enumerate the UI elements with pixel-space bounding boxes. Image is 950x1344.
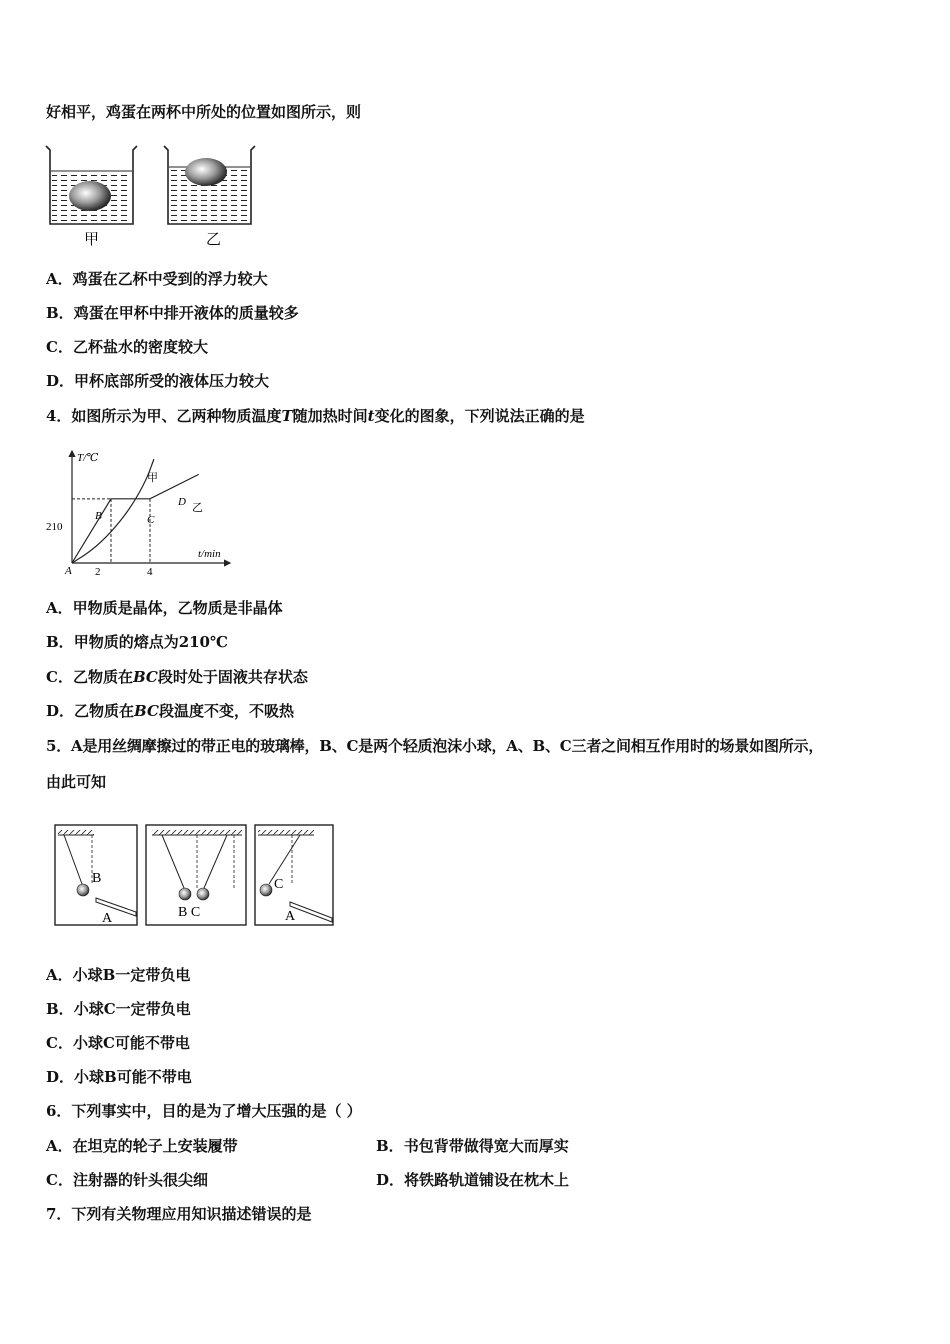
point-label-c: C [147, 514, 155, 526]
panel-2 [146, 825, 246, 925]
q5-option-c: C．小球C可能不带电 [46, 1034, 190, 1052]
x-axis-label: t/min [198, 548, 221, 560]
point-label-a: A [65, 565, 72, 577]
panel1-rod-label: A [102, 911, 113, 926]
q4-option-a: A．甲物质是晶体，乙物质是非晶体 [46, 599, 283, 617]
point-label-b: B [95, 510, 102, 522]
q7-stem: 7．下列有关物理应用知识描述错误的是 [46, 1205, 312, 1223]
beaker-left [46, 146, 137, 248]
beaker-right [164, 146, 255, 248]
q5-option-d: D．小球B可能不带电 [46, 1068, 192, 1086]
series-label-yi: 乙 [192, 502, 203, 514]
q5-option-a: A．小球B一定带负电 [46, 966, 191, 984]
q4-temperature-chart [40, 445, 240, 580]
q5-stem-line2: 由此可知 [46, 773, 107, 791]
y-tick-210: 210 [46, 521, 63, 533]
q3-stem: 好相平，鸡蛋在两杯中所处的位置如图所示，则 [46, 103, 362, 121]
q3-option-c: C．乙杯盐水的密度较大 [46, 338, 208, 356]
q6-option-c: C．注射器的针头很尖细 [46, 1171, 208, 1189]
panel3-rod-label: A [285, 909, 296, 924]
panel2-balls-label: B C [178, 905, 201, 920]
q6-stem: 6．下列事实中，目的是为了增大压强的是（ ） [46, 1102, 362, 1120]
rod-a-3 [290, 902, 332, 922]
q3-option-d: D．甲杯底部所受的液体压力较大 [46, 372, 270, 390]
ball-b-2 [179, 888, 191, 900]
q3-option-b: B．鸡蛋在甲杯中排开液体的质量较多 [46, 304, 299, 322]
panel3-ball-label: C [274, 877, 284, 892]
q4-option-c: C．乙物质在BC段时处于固液共存状态 [46, 668, 308, 686]
panel1-ball-label: B [92, 871, 102, 886]
series-jia-curve [72, 459, 154, 563]
y-axis-label: T/℃ [77, 452, 99, 464]
point-label-d: D [178, 496, 186, 508]
q3-beaker-figure [40, 138, 270, 253]
q6-option-b: B．书包背带做得宽大而厚实 [376, 1137, 569, 1155]
ball-c-2 [197, 888, 209, 900]
q5-stem-line1: 5．A是用丝绸摩擦过的带正电的玻璃棒，B、C是两个轻质泡沫小球，A、B、C三者之间相互作用时的场景如图所示， [46, 737, 824, 755]
ball-c-3 [260, 884, 272, 896]
ball-b [77, 884, 89, 896]
q4-option-b: B．甲物质的熔点为210℃ [46, 633, 228, 651]
q6-option-d: D．将铁路轨道铺设在枕木上 [376, 1171, 570, 1189]
beaker-right-label: 乙 [206, 232, 222, 248]
beaker-left-label: 甲 [84, 232, 100, 248]
q4-stem: 4．如图所示为甲、乙两种物质温度T随加热时间t变化的图象，下列说法正确的是 [46, 407, 585, 425]
q5-option-b: B．小球C一定带负电 [46, 1000, 191, 1018]
x-tick-4: 4 [147, 566, 153, 578]
q4-option-d: D．乙物质在BC段温度不变，不吸热 [46, 702, 294, 720]
q3-option-a: A．鸡蛋在乙杯中受到的浮力较大 [46, 270, 268, 288]
q6-option-a: A．在坦克的轮子上安装履带 [46, 1137, 238, 1155]
panel-3 [255, 825, 333, 925]
x-tick-2: 2 [95, 566, 101, 578]
egg-left [69, 181, 111, 211]
series-label-jia: 甲 [147, 472, 158, 484]
q5-pendulum-figure [52, 822, 337, 928]
panel-1 [55, 825, 137, 926]
egg-right [185, 158, 227, 186]
